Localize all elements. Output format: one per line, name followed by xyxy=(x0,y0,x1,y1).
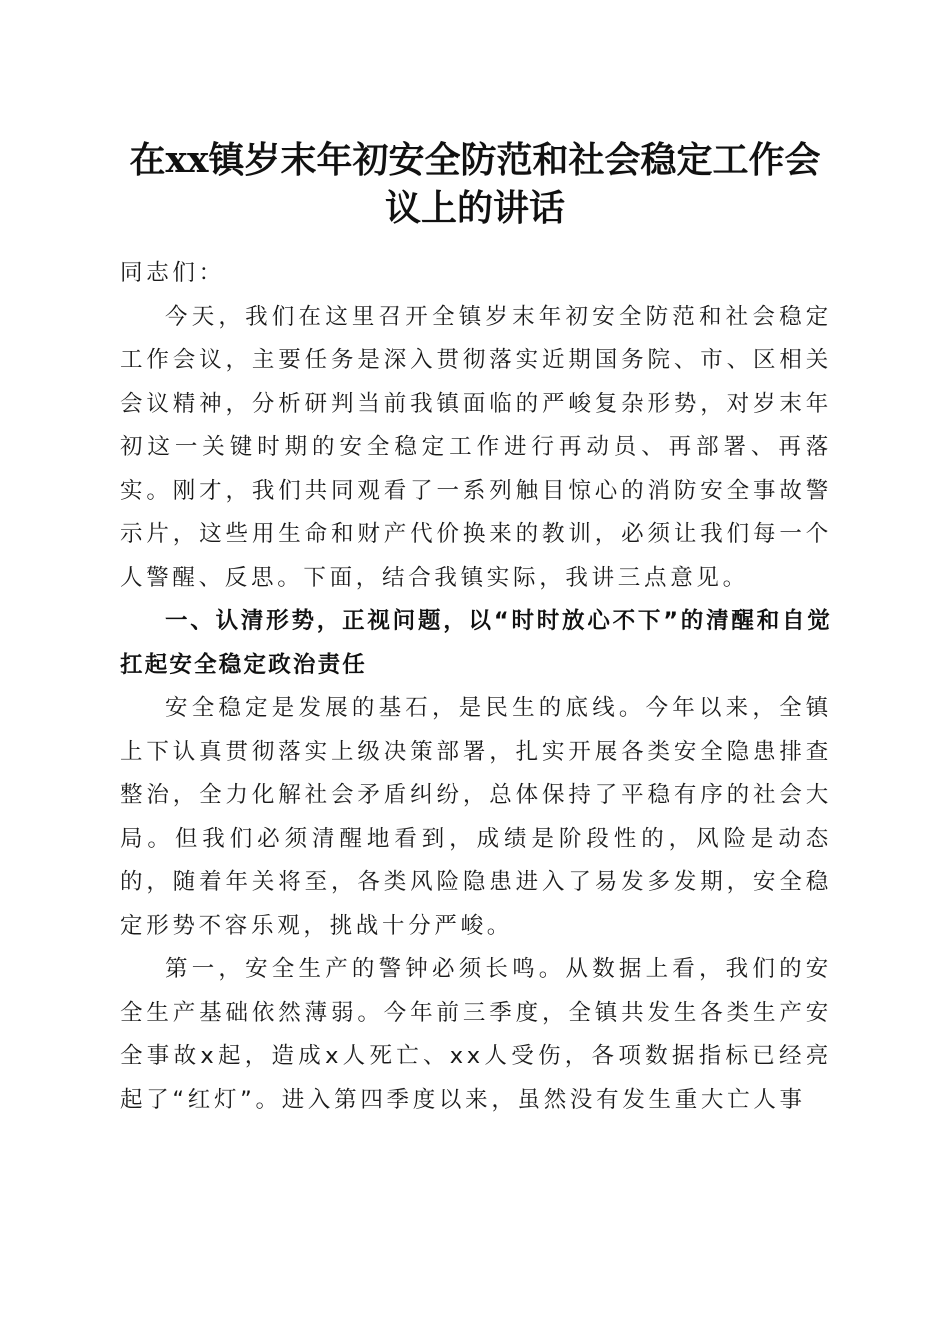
opening-paragraph: 今天，我们在这里召开全镇岁末年初安全防范和社会稳定工作会议，主要任务是深入贯彻落实近期国务院、市、区相关会议精神，分析研判当前我镇面临的严峻复杂形势，对岁末年初这一关键时期的安全稳定工作进行再动员、再部署、再落实。刚才，我们共同观看了一系列触目惊心的消防安全事故警示片，这些用生命和财产代价换来的教训，必须让我们每一个人警醒、反思。下面，结合我镇实际，我讲三点意见。 xyxy=(120,303,832,591)
document-title xyxy=(110,136,840,232)
section-heading-1: 一、认清形势，正视问题，以“时时放心不下”的清醒和自觉扛起安全稳定政治责任 xyxy=(120,608,832,678)
document-body xyxy=(120,252,832,1122)
title-line-2: 议上的讲话 xyxy=(384,187,565,229)
salutation: 同志们： xyxy=(120,260,225,286)
title-line-1: 在xx镇岁末年初安全防范和社会稳定工作会 xyxy=(129,139,821,181)
section-1-paragraph-1: 安全稳定是发展的基石，是民生的底线。今年以来，全镇上下认真贯彻落实上级决策部署，扎实开展各类安全隐患排查整治，全力化解社会矛盾纠纷，总体保持了平稳有序的社会大局。但我们必须清醒地看到，成绩是阶段性的，风险是动态的，随着年关将至，各类风险隐患进入了易发多发期，安全稳定形势不容乐观，挑战十分严峻。 xyxy=(120,695,832,939)
section-1-paragraph-2: 第一，安全生产的警钟必须长鸣。从数据上看，我们的安全生产基础依然薄弱。今年前三季度，全镇共发生各类生产安全事故x起，造成x人死亡、xx人受伤，各项数据指标已经亮起了“红灯”。进入第四季度以来，虽然没有发生重大亡人事 xyxy=(120,956,832,1113)
